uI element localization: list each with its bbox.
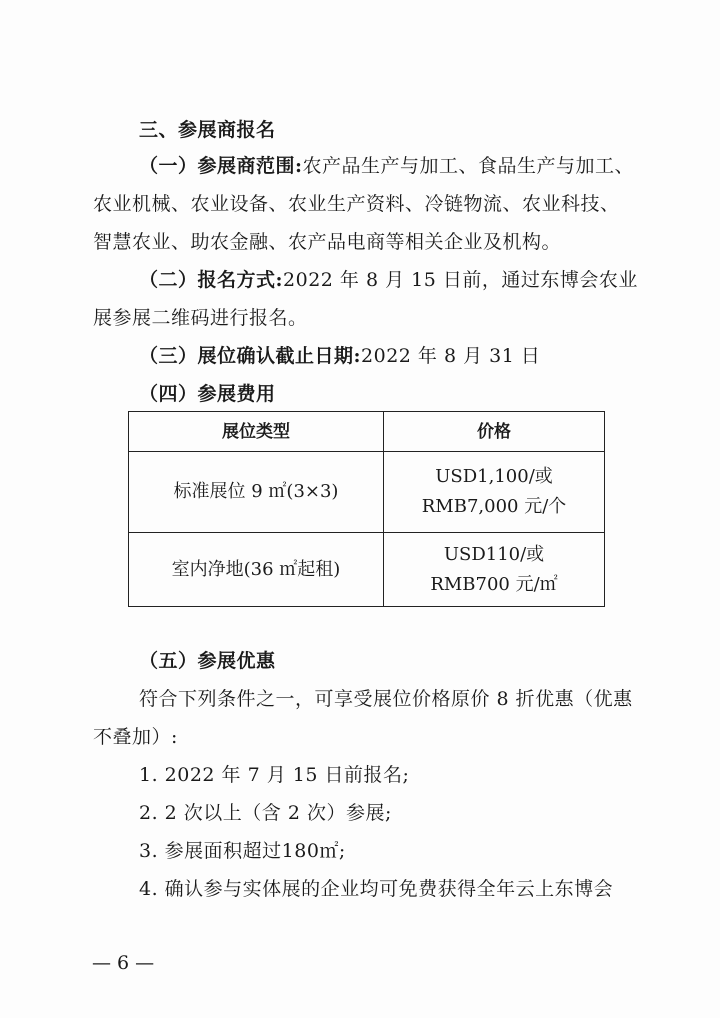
booth-type-cell: 标准展位 9 ㎡(3×3): [129, 452, 384, 533]
condition-2: 2. 2 次以上（含 2 次）参展;: [139, 802, 392, 824]
price-line-2: RMB700 元/㎡: [430, 573, 558, 595]
fee-table: [128, 411, 605, 607]
condition-1: 1. 2022 年 7 月 15 日前报名;: [139, 764, 410, 786]
condition-3: 3. 参展面积超过180㎡;: [139, 840, 346, 862]
table-row: [129, 452, 605, 533]
scope-line-2: 农业机械、农业设备、农业生产资料、冷链物流、农业科技、: [93, 193, 620, 215]
scope-text-1: 农产品生产与加工、食品生产与加工、: [302, 155, 635, 177]
price-cell: [384, 533, 605, 607]
table-header-row: [129, 412, 605, 452]
condition-4: 4. 确认参与实体展的企业均可免费获得全年云上东博会: [139, 878, 614, 900]
scope-line-1: [139, 152, 634, 180]
deadline-line: [139, 342, 540, 370]
method-line-1: [139, 266, 638, 294]
booth-type-cell: 室内净地(36 ㎡起租): [129, 533, 384, 607]
table-row: [129, 533, 605, 607]
method-label: （二）报名方式:: [139, 269, 284, 291]
deadline-text: 2022 年 8 月 31 日: [361, 345, 541, 367]
method-text-1: 2022 年 8 月 15 日前，通过东博会农业: [283, 269, 638, 291]
page-number: — 6 —: [92, 952, 155, 974]
discount-intro-1: 符合下列条件之一，可享受展位价格原价 8 折优惠（优惠: [139, 688, 633, 710]
method-line-2: 展参展二维码进行报名。: [93, 307, 308, 329]
price-cell: [384, 452, 605, 533]
price-line-2: RMB7,000 元/个: [421, 496, 567, 517]
deadline-label: （三）展位确认截止日期:: [139, 345, 362, 367]
fee-label: （四）参展费用: [139, 383, 276, 405]
price-line-1: USD110/或: [443, 543, 545, 565]
discount-intro-2: 不叠加）:: [93, 726, 178, 748]
price-line-1: USD1,100/或: [435, 466, 553, 487]
table-header-price: 价格: [384, 412, 605, 452]
discount-label: （五）参展优惠: [139, 650, 276, 672]
scope-label: （一）参展商范围:: [139, 155, 303, 177]
table-header-type: 展位类型: [129, 412, 384, 452]
section-title: 三、参展商报名: [139, 119, 276, 141]
scope-line-3: 智慧农业、助农金融、农产品电商等相关企业及机构。: [93, 231, 562, 253]
